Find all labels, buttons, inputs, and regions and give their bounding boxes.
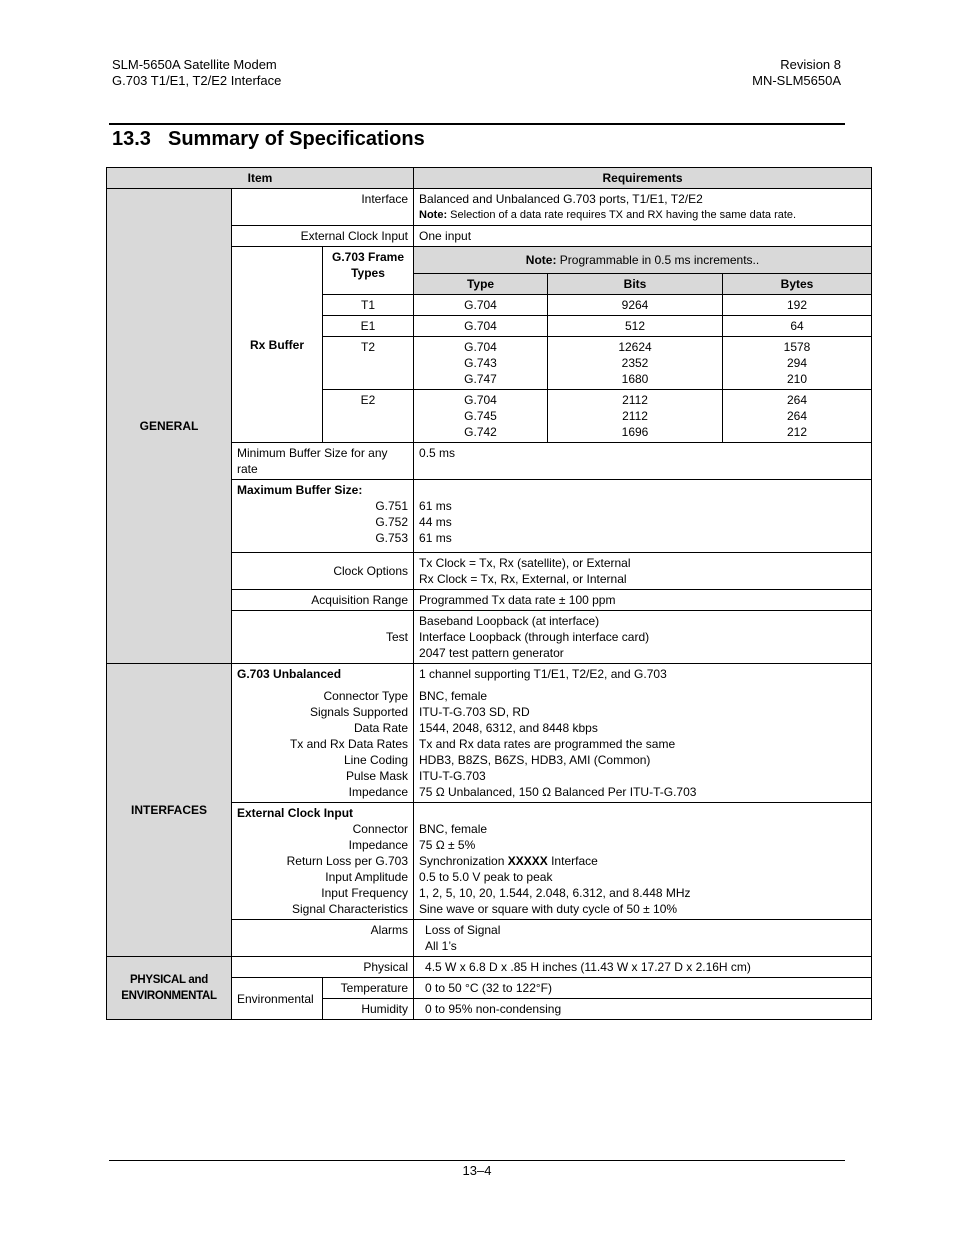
section-title: Summary of Specifications <box>168 128 425 150</box>
table-row <box>107 957 872 978</box>
max-buffer-values: 61 ms 44 ms 61 ms <box>414 480 872 553</box>
ext-clock-label: External Clock Input <box>232 226 414 247</box>
test-label: Test <box>232 611 414 664</box>
interface-text: Balanced and Unbalanced G.703 ports, T1/E1, T2/E2 <box>419 192 703 206</box>
col-header-item: Item <box>107 168 414 189</box>
page-header-left <box>112 57 281 89</box>
doc-subtitle: G.703 T1/E1, T2/E2 Interface <box>112 73 282 88</box>
ext-clock-value: One input <box>414 226 872 247</box>
table-row <box>107 664 872 803</box>
ext-clock-title: External Clock Input <box>237 806 354 820</box>
physical-label: Physical <box>232 957 414 978</box>
rx-note <box>414 247 872 274</box>
unbalanced-summary: 1 channel supporting T1/E1, T2/E2, and G.703 <box>419 667 667 681</box>
col-header-requirements: Requirements <box>414 168 872 189</box>
frame-bits: 12624 2352 1680 <box>548 337 723 390</box>
unbalanced-values: 1 channel supporting T1/E1, T2/E2, and G.703 BNC, female ITU-T-G.703 SD, RD 1544, 2048, 6312, and 8448 kbps Tx and Rx data rates are programmed the same HDB3, B8ZS, B6ZS, HDB3, AMI (Common) ITU-T-G.703 75 Ω Unbalanced, 150 Ω Balanced Per ITU-T-G.703 <box>414 664 872 803</box>
category-interfaces: INTERFACES <box>107 664 232 957</box>
ext-clock-input-labels: External Clock Input Connector Impedance Return Loss per G.703 Input Amplitude Input Frequency Signal Characteristics <box>232 803 414 920</box>
col-type: Type <box>414 274 548 295</box>
frame-type: G.704 <box>414 316 548 337</box>
frame-type: G.704 <box>414 295 548 316</box>
frame-bits: 9264 <box>548 295 723 316</box>
frame-bytes: 64 <box>723 316 872 337</box>
footer-rule <box>109 1160 845 1161</box>
frame-name: E1 <box>323 316 414 337</box>
test-value: Baseband Loopback (at interface) Interface Loopback (through interface card) 2047 test pattern generator <box>414 611 872 664</box>
frame-bytes: 264 264 212 <box>723 390 872 443</box>
title-rule <box>109 123 845 125</box>
col-bits: Bits <box>548 274 723 295</box>
note-text: Selection of a data rate requires TX and RX having the same data rate. <box>447 209 797 221</box>
clock-options-label: Clock Options <box>232 553 414 590</box>
frame-name: E2 <box>323 390 414 443</box>
rx-note-text: Programmable in 0.5 ms increments.. <box>556 253 760 267</box>
page-header-right <box>752 57 841 89</box>
frame-bytes: 1578 294 210 <box>723 337 872 390</box>
frame-types: G.704 G.743 G.747 <box>414 337 548 390</box>
table-header-row <box>107 168 872 189</box>
temperature-label: Temperature <box>323 978 414 999</box>
note-label: Note: <box>419 209 448 221</box>
physical-value: 4.5 W x 6.8 D x .85 H inches (11.43 W x 17.27 D x 2.16H cm) <box>414 957 872 978</box>
frame-bits: 2112 2112 1696 <box>548 390 723 443</box>
section-heading <box>112 126 425 152</box>
page-number: 13–4 <box>462 1163 492 1178</box>
rx-note-label: Note: <box>525 253 557 267</box>
humidity-value: 0 to 95% non-condensing <box>414 999 872 1020</box>
frame-name: T1 <box>323 295 414 316</box>
doc-title: SLM-5650A Satellite Modem <box>112 57 277 72</box>
interface-note <box>419 207 866 223</box>
category-general: GENERAL <box>107 189 232 664</box>
frame-name: T2 <box>323 337 414 390</box>
frame-bytes: 192 <box>723 295 872 316</box>
interface-label: Interface <box>232 189 414 226</box>
temperature-value: 0 to 50 °C (32 to 122°F) <box>414 978 872 999</box>
doc-number: MN-SLM5650A <box>752 73 841 88</box>
alarms-label: Alarms <box>232 920 414 957</box>
section-number: 13.3 <box>112 128 151 150</box>
ext-clock-input-values: BNC, female 75 Ω ± 5% Synchronization XXXXX Interface 0.5 to 5.0 V peak to peak 1, 2, 5, 10, 20, 1.544, 2.048, 6.312, and 8.448 MHz Sine wave or square with duty cycle of 50 ± 10% <box>414 803 872 920</box>
max-buffer-title: Maximum Buffer Size: <box>237 483 363 497</box>
rx-buffer-label: Rx Buffer <box>232 247 323 443</box>
col-bytes: Bytes <box>723 274 872 295</box>
frame-types-label: G.703 Frame Types <box>323 247 414 295</box>
min-buffer-label: Minimum Buffer Size for any rate <box>232 443 414 480</box>
table-row <box>107 189 872 226</box>
category-physical: PHYSICAL and ENVIRONMENTAL <box>107 957 232 1020</box>
unbalanced-title: G.703 Unbalanced <box>237 667 342 681</box>
humidity-label: Humidity <box>323 999 414 1020</box>
frame-bits: 512 <box>548 316 723 337</box>
max-buffer-label: Maximum Buffer Size: G.751 G.752 G.753 <box>232 480 414 553</box>
alarms-value: Loss of Signal All 1’s <box>414 920 872 957</box>
acq-range-label: Acquisition Range <box>232 590 414 611</box>
min-buffer-value: 0.5 ms <box>414 443 872 480</box>
unbalanced-labels: G.703 Unbalanced Connector Type Signals Supported Data Rate Tx and Rx Data Rates Line Coding Pulse Mask Impedance <box>232 664 414 803</box>
revision: Revision 8 <box>780 57 841 72</box>
environmental-label: Environmental <box>232 978 323 1020</box>
interface-value <box>414 189 872 226</box>
spec-table <box>106 167 872 1020</box>
clock-options-value: Tx Clock = Tx, Rx (satellite), or External Rx Clock = Tx, Rx, External, or Internal <box>414 553 872 590</box>
acq-range-value: Programmed Tx data rate ± 100 ppm <box>414 590 872 611</box>
frame-types: G.704 G.745 G.742 <box>414 390 548 443</box>
